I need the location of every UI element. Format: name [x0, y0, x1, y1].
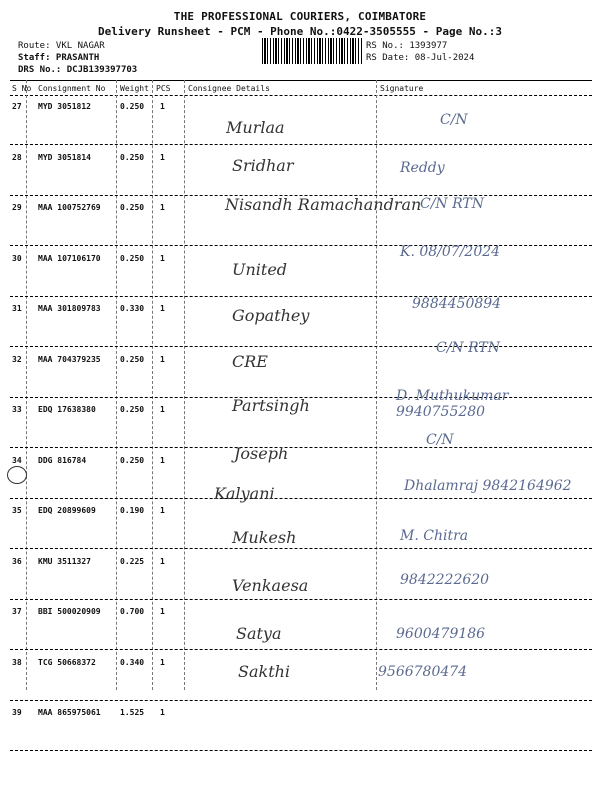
staff-label: Staff: PRASANTH [18, 53, 100, 63]
row-pcs: 1 [160, 455, 165, 465]
consignee-handwriting: Sakthi [238, 662, 291, 681]
row-weight: 0.330 [120, 304, 145, 313]
row-pcs: 1 [160, 203, 165, 212]
row-pcs: 1 [160, 102, 165, 111]
row-sno: 31 [12, 304, 22, 313]
row-sno: 28 [12, 152, 22, 162]
signature-handwriting: K. 08/07/2024 [400, 244, 501, 260]
rs-number: RS No.: 1393977 [366, 41, 448, 51]
table-row [10, 650, 592, 701]
signature-handwriting: Reddy [400, 160, 445, 176]
row-pcs: 1 [160, 354, 165, 364]
row-weight: 0.250 [120, 102, 145, 111]
row-sno: 37 [12, 607, 22, 616]
signature-handwriting: C/N RTN [436, 340, 501, 356]
col-consignee: Consignee Details [188, 84, 270, 93]
signature-handwriting: 9600479186 [396, 626, 486, 642]
company-title: THE PROFESSIONAL COURIERS, COIMBATORE [173, 10, 427, 23]
row-sno: 38 [12, 657, 22, 667]
row-pcs: 1 [160, 556, 165, 566]
row-weight: 0.225 [120, 556, 145, 566]
consignee-handwriting: United [232, 260, 288, 279]
row-sno: 35 [12, 506, 22, 515]
row-consignment: TCG 50668372 [38, 657, 96, 667]
row-sno: 27 [12, 102, 22, 111]
col-consignment: Consignment No [38, 84, 106, 93]
signature-handwriting: 9842222620 [400, 572, 490, 588]
consignee-handwriting: Kalyani [214, 484, 275, 503]
row-sno: 29 [12, 203, 22, 212]
drs-label: DRS No.: DCJB139397703 [18, 65, 138, 75]
row-consignment: DDG 816784 [38, 455, 87, 465]
row-sno: 34 [12, 455, 22, 465]
signature-handwriting: C/N [440, 112, 468, 128]
consignee-handwriting: Sridhar [232, 156, 294, 175]
signature-handwriting: M. Chitra [400, 528, 469, 544]
row-weight: 0.340 [120, 657, 145, 667]
consignee-handwriting: Gopathey [232, 306, 310, 325]
row-consignment: MAA 865975061 [38, 708, 101, 717]
row-consignment: MYD 3051812 [38, 102, 91, 111]
row-pcs: 1 [160, 304, 165, 313]
row-sno: 33 [12, 405, 22, 414]
table-row [10, 145, 592, 196]
row-consignment: EDQ 17638380 [38, 405, 96, 414]
row-pcs: 1 [160, 607, 165, 616]
signature-handwriting: C/N RTN [420, 196, 485, 212]
consignee-handwriting: Joseph [234, 444, 289, 463]
consignee-handwriting: Nisandh Ramachandran [225, 195, 422, 214]
consignee-handwriting: Mukesh [232, 528, 297, 547]
consignee-handwriting: Partsingh [232, 396, 310, 415]
table-row [10, 94, 592, 145]
consignee-handwriting: CRE [232, 352, 268, 371]
signature-handwriting: 9566780474 [378, 664, 468, 680]
row-weight: 0.250 [120, 354, 145, 364]
row-weight: 0.250 [120, 253, 145, 263]
signature-handwriting: 9884450894 [412, 296, 502, 312]
row-consignment: MAA 704379235 [38, 354, 101, 364]
route-label: Route: VKL NAGAR [18, 41, 105, 51]
row-weight: 0.250 [120, 455, 145, 465]
table-row [10, 498, 592, 549]
row-pcs: 1 [160, 152, 165, 162]
col-signature: Signature [380, 84, 424, 93]
table-row [10, 700, 592, 751]
barcode [262, 38, 362, 64]
row-weight: 0.250 [120, 152, 145, 162]
row-consignment: BBI 500020909 [38, 607, 101, 616]
rs-date: RS Date: 08-Jul-2024 [366, 53, 475, 63]
col-pcs: PCS [156, 84, 171, 93]
row-consignment: KMU 3511327 [38, 556, 91, 566]
row-weight: 0.190 [120, 506, 145, 515]
row-consignment: MYD 3051814 [38, 152, 91, 162]
row-sno: 30 [12, 253, 22, 263]
row-consignment: EDQ 20899609 [38, 506, 96, 515]
row-weight: 0.250 [120, 203, 145, 212]
signature-handwriting: C/N [426, 432, 454, 448]
col-weight: Weight [120, 84, 149, 93]
consignee-handwriting: Venkaesa [232, 576, 309, 595]
row-sno: 39 [12, 708, 22, 717]
row-pcs: 1 [160, 253, 165, 263]
row-weight: 1.525 [120, 708, 145, 717]
row-pcs: 1 [160, 708, 165, 717]
consignee-handwriting: Murlaa [226, 118, 285, 137]
runsheet-subtitle: Delivery Runsheet - PCM - Phone No.:0422-3505555 - Page No.:3 [98, 25, 502, 38]
row-sno: 32 [12, 354, 22, 364]
table-row [10, 599, 592, 650]
signature-handwriting: D. Muthukumar 9940755280 [396, 388, 509, 420]
row-consignment: MAA 107106170 [38, 253, 101, 263]
consignee-handwriting: Satya [236, 624, 282, 643]
row-sno: 36 [12, 556, 22, 566]
row-pcs: 1 [160, 657, 165, 667]
signature-handwriting: Dhalamraj 9842164962 [404, 478, 572, 494]
col-sno: S No [12, 84, 32, 93]
table-row [10, 246, 592, 297]
row-weight: 0.250 [120, 405, 145, 414]
row-weight: 0.700 [120, 607, 145, 616]
sno-circle-mark [7, 466, 27, 484]
row-consignment: MAA 301809783 [38, 304, 101, 313]
row-pcs: 1 [160, 405, 165, 414]
row-pcs: 1 [160, 506, 165, 515]
row-consignment: MAA 100752769 [38, 203, 101, 212]
